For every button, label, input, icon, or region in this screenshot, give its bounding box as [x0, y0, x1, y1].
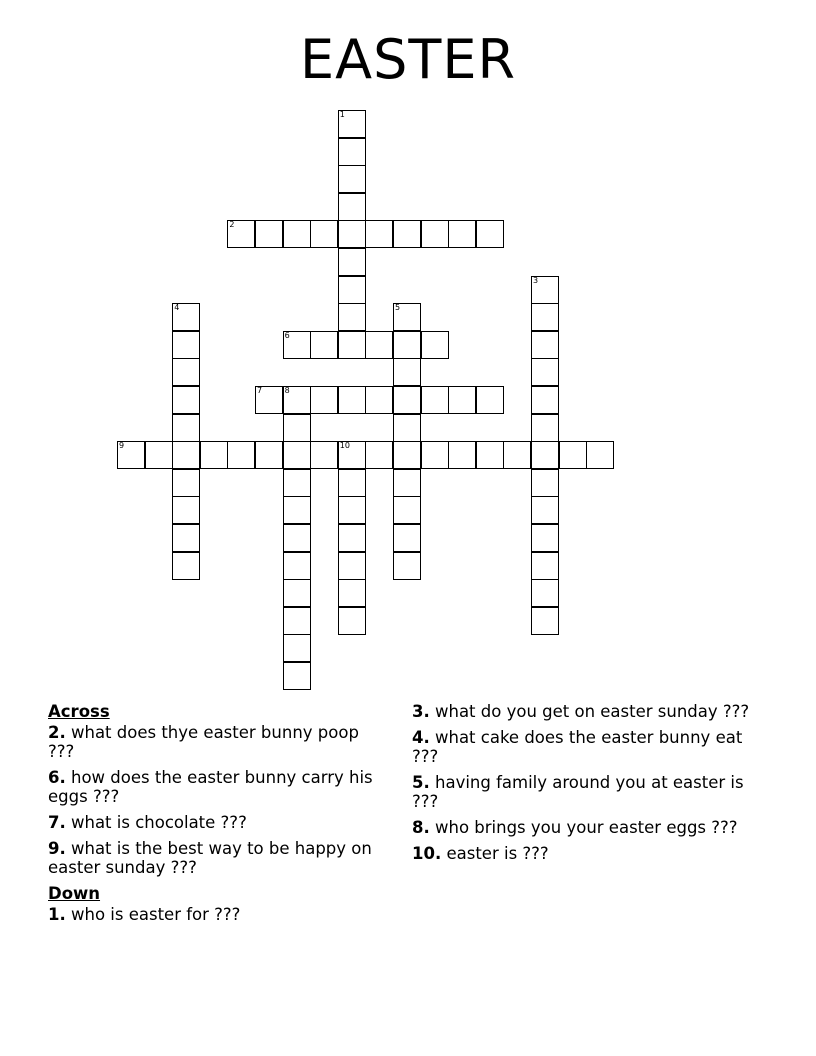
grid-cell[interactable]	[338, 441, 366, 469]
grid-cell[interactable]	[531, 386, 559, 414]
clue-number: 1.	[48, 905, 66, 924]
grid-cell[interactable]	[393, 496, 421, 524]
clues-column-right	[412, 702, 762, 870]
grid-cell[interactable]	[531, 441, 559, 469]
grid-cell[interactable]	[448, 220, 476, 248]
grid-cell[interactable]	[338, 303, 366, 331]
grid-cell[interactable]	[338, 607, 366, 635]
grid-cell[interactable]	[559, 441, 587, 469]
cell-number: 5	[395, 303, 401, 313]
clue-item	[48, 905, 388, 924]
grid-cell[interactable]	[283, 469, 311, 497]
clue-number: 4.	[412, 728, 430, 747]
clue-text: what is chocolate ???	[65, 813, 247, 832]
clue-text: how does the easter bunny carry his eggs ???	[48, 768, 373, 806]
grid-cell[interactable]	[421, 331, 449, 359]
cell-number: 2	[229, 220, 235, 230]
grid-cell[interactable]	[338, 579, 366, 607]
clue-text: having family around you at easter is ???	[412, 773, 744, 811]
grid-cell[interactable]	[200, 441, 228, 469]
grid-cell[interactable]	[283, 386, 311, 414]
grid-cell[interactable]	[310, 386, 338, 414]
grid-cell[interactable]	[338, 165, 366, 193]
grid-cell[interactable]	[283, 496, 311, 524]
grid-cell[interactable]	[283, 220, 311, 248]
clue-text: who is easter for ???	[65, 905, 241, 924]
grid-cell[interactable]	[338, 524, 366, 552]
puzzle-title: EASTER	[300, 28, 516, 91]
grid-cell[interactable]	[338, 552, 366, 580]
clue-item	[48, 813, 388, 832]
grid-cell[interactable]	[255, 220, 283, 248]
cell-number: 9	[119, 441, 125, 451]
clue-text: what cake does the easter bunny eat ???	[412, 728, 743, 766]
clue-number: 7.	[48, 813, 66, 832]
grid-cell[interactable]	[338, 469, 366, 497]
grid-cell[interactable]	[172, 386, 200, 414]
grid-cell[interactable]	[531, 552, 559, 580]
clues-column-left	[48, 702, 388, 931]
grid-cell[interactable]	[421, 441, 449, 469]
grid-cell[interactable]	[172, 358, 200, 386]
clue-text: who brings you your easter eggs ???	[429, 818, 738, 837]
cell-number: 8	[284, 386, 290, 395]
cell-number: 6	[284, 330, 290, 340]
grid-cell[interactable]	[476, 441, 504, 469]
grid-cell[interactable]	[338, 138, 366, 166]
grid-cell[interactable]	[531, 524, 559, 552]
clue-item	[48, 723, 388, 761]
grid-cell[interactable]	[227, 441, 255, 469]
grid-cell[interactable]	[255, 386, 283, 414]
clue-item	[412, 818, 762, 837]
grid-cell[interactable]	[476, 386, 504, 414]
cell-number: 7	[257, 386, 263, 395]
grid-cell[interactable]	[283, 579, 311, 607]
grid-cell[interactable]	[531, 579, 559, 607]
clue-item	[412, 702, 762, 721]
grid-cell[interactable]	[117, 441, 145, 469]
cell-number: 4	[174, 303, 180, 313]
cell-number: 10	[339, 441, 350, 451]
grid-cell[interactable]	[338, 248, 366, 276]
grid-cell[interactable]	[283, 441, 311, 469]
grid-cell[interactable]	[172, 331, 200, 359]
grid-cell[interactable]	[338, 496, 366, 524]
grid-cell[interactable]	[393, 386, 421, 414]
grid-cell[interactable]	[172, 414, 200, 442]
grid-cell[interactable]	[283, 634, 311, 662]
grid-cell[interactable]	[531, 607, 559, 635]
cell-number: 3	[533, 275, 539, 285]
grid-cell[interactable]	[283, 524, 311, 552]
clue-item	[412, 773, 762, 811]
grid-cell[interactable]	[338, 110, 366, 138]
grid-cell[interactable]	[283, 414, 311, 442]
grid-cell[interactable]	[531, 276, 559, 304]
grid-cell[interactable]	[393, 303, 421, 331]
clue-number: 5.	[412, 773, 430, 792]
grid-cell[interactable]	[531, 414, 559, 442]
grid-cell[interactable]	[145, 441, 173, 469]
clue-text: what do you get on easter sunday ???	[429, 702, 750, 721]
clue-number: 10.	[412, 844, 442, 863]
grid-cell[interactable]	[338, 220, 366, 248]
clue-text: what does thye easter bunny poop ???	[48, 723, 359, 761]
clue-number: 2.	[48, 723, 66, 742]
grid-cell[interactable]	[283, 552, 311, 580]
grid-cell[interactable]	[172, 496, 200, 524]
grid-cell[interactable]	[310, 441, 338, 469]
grid-cell[interactable]	[531, 303, 559, 331]
grid-cell[interactable]	[227, 220, 255, 248]
grid-cell[interactable]	[172, 469, 200, 497]
grid-cell[interactable]	[172, 524, 200, 552]
grid-cell[interactable]	[338, 331, 366, 359]
grid-cell[interactable]	[338, 276, 366, 304]
clue-number: 8.	[412, 818, 430, 837]
grid-cell[interactable]	[365, 220, 393, 248]
grid-cell[interactable]	[531, 469, 559, 497]
grid-cell[interactable]	[531, 331, 559, 359]
grid-cell[interactable]	[310, 331, 338, 359]
grid-cell[interactable]	[283, 607, 311, 635]
grid-cell[interactable]	[421, 386, 449, 414]
grid-cell[interactable]	[531, 358, 559, 386]
clue-text: what is the best way to be happy on easter sunday ???	[48, 839, 372, 877]
grid-cell[interactable]	[172, 552, 200, 580]
grid-cell[interactable]	[365, 386, 393, 414]
grid-cell[interactable]	[393, 220, 421, 248]
clue-number: 9.	[48, 839, 66, 858]
grid-cell[interactable]	[393, 414, 421, 442]
grid-cell[interactable]	[365, 331, 393, 359]
cell-number: 1	[339, 110, 345, 119]
grid-cell[interactable]	[393, 552, 421, 580]
clue-item	[412, 728, 762, 766]
clue-number: 6.	[48, 768, 66, 787]
grid-cell[interactable]	[255, 441, 283, 469]
grid-cell[interactable]	[531, 496, 559, 524]
clue-item	[48, 768, 388, 806]
grid-cell[interactable]	[393, 524, 421, 552]
grid-cell[interactable]	[393, 358, 421, 386]
clue-section-heading: Across	[48, 702, 110, 721]
clue-item	[48, 839, 388, 877]
grid-cell[interactable]	[586, 441, 614, 469]
grid-cell[interactable]	[338, 193, 366, 221]
grid-cell[interactable]	[448, 386, 476, 414]
clue-item	[412, 844, 762, 863]
grid-cell[interactable]	[393, 441, 421, 469]
grid-cell[interactable]	[393, 331, 421, 359]
grid-cell[interactable]	[283, 662, 311, 690]
grid-cell[interactable]	[283, 331, 311, 359]
grid-cell[interactable]	[172, 441, 200, 469]
clue-number: 3.	[412, 702, 430, 721]
clue-section-heading: Down	[48, 884, 101, 903]
grid-cell[interactable]	[365, 441, 393, 469]
grid-cell[interactable]	[448, 441, 476, 469]
grid-cell[interactable]	[172, 303, 200, 331]
grid-cell[interactable]	[310, 220, 338, 248]
grid-cell[interactable]	[393, 469, 421, 497]
grid-cell[interactable]	[338, 386, 366, 414]
grid-cell[interactable]	[421, 220, 449, 248]
grid-cell[interactable]	[503, 441, 531, 469]
grid-cell[interactable]	[476, 220, 504, 248]
clue-text: easter is ???	[441, 844, 549, 863]
